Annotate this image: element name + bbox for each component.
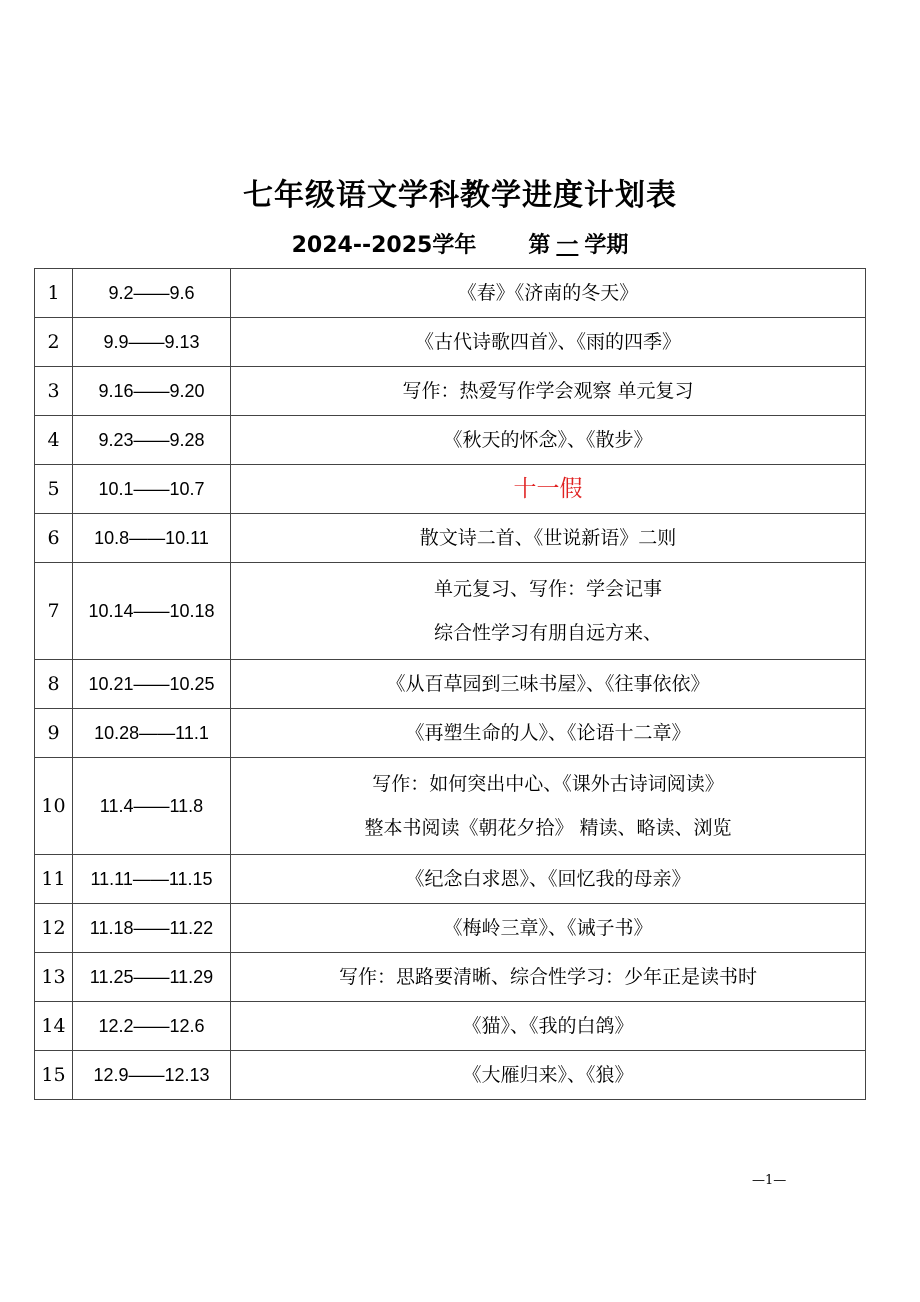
date-range-cell: 10.14——10.18 [73, 563, 231, 660]
lesson-content-line: 《春》《济南的冬天》 [457, 282, 639, 304]
week-number-cell: 11 [35, 855, 73, 904]
lesson-content-line: 《纪念白求恩》、《回忆我的母亲》 [405, 868, 691, 890]
week-number-cell: 8 [35, 660, 73, 709]
week-number-cell: 2 [35, 318, 73, 367]
week-number-cell: 4 [35, 416, 73, 465]
lesson-content-line: 《秋天的怀念》、《散步》 [443, 429, 653, 451]
date-range-cell: 9.2——9.6 [73, 269, 231, 318]
term-prefix: 第 [528, 232, 551, 258]
lesson-content-cell [231, 660, 866, 709]
lesson-content-cell [231, 1002, 866, 1051]
lesson-content-line: 《从百草园到三味书屋》、《往事依依》 [386, 673, 710, 695]
lesson-content-line: 单元复习、写作：学会记事 [433, 578, 662, 600]
table-row [35, 269, 866, 318]
lesson-content-cell [231, 904, 866, 953]
lesson-content-line: 十一假 [513, 476, 583, 502]
school-years: 2024--2025 [291, 233, 433, 258]
lesson-content-cell [231, 465, 866, 514]
table-row [35, 660, 866, 709]
date-range-cell: 11.11——11.15 [73, 855, 231, 904]
table-row [35, 416, 866, 465]
lesson-content-line: 《梅岭三章》、《诫子书》 [443, 917, 653, 939]
term-value: 一 [556, 232, 579, 258]
lesson-content-line: 散文诗二首、《世说新语》二则 [419, 527, 677, 549]
table-row [35, 514, 866, 563]
lesson-content-cell [231, 758, 866, 855]
lesson-content-line: 《猫》、《我的白鸽》 [462, 1015, 634, 1037]
lesson-content-cell [231, 318, 866, 367]
lesson-content-cell [231, 855, 866, 904]
table-row [35, 367, 866, 416]
page-title: 七年级语文学科教学进度计划表 [243, 178, 677, 213]
table-row [35, 563, 866, 660]
table-row [35, 1051, 866, 1100]
lesson-content-cell [231, 416, 866, 465]
lesson-content-cell [231, 953, 866, 1002]
date-range-cell: 10.21——10.25 [73, 660, 231, 709]
table-row [35, 855, 866, 904]
week-number-cell: 10 [35, 758, 73, 855]
date-range-cell: 10.28——11.1 [73, 709, 231, 758]
lesson-content-line: 《古代诗歌四首》、《雨的四季》 [414, 331, 681, 353]
week-number-cell: 1 [35, 269, 73, 318]
table-row [35, 465, 866, 514]
lesson-content-line: 写作：如何突出中心、《课外古诗词阅读》 [372, 773, 724, 795]
lesson-content-cell [231, 269, 866, 318]
date-range-cell: 9.9——9.13 [73, 318, 231, 367]
lesson-content-cell [231, 563, 866, 660]
page-number: —1— [752, 1173, 787, 1188]
date-range-cell: 11.25——11.29 [73, 953, 231, 1002]
lesson-content-line: 写作：热爱写作学会观察 单元复习 [402, 380, 694, 402]
table-row [35, 758, 866, 855]
date-range-cell: 9.23——9.28 [73, 416, 231, 465]
lesson-content-line: 《大雁归来》、《狼》 [462, 1064, 634, 1086]
date-range-cell: 10.8——10.11 [73, 514, 231, 563]
week-number-cell: 15 [35, 1051, 73, 1100]
date-range-cell: 12.9——12.13 [73, 1051, 231, 1100]
week-number-cell: 3 [35, 367, 73, 416]
lesson-content-cell [231, 709, 866, 758]
lesson-content-cell [231, 1051, 866, 1100]
week-number-cell: 5 [35, 465, 73, 514]
lesson-content-line: 整本书阅读《朝花夕拾》 精读、略读、浏览 [364, 817, 732, 839]
term-suffix: 学期 [584, 232, 629, 258]
date-range-cell: 11.4——11.8 [73, 758, 231, 855]
lesson-content-cell [231, 367, 866, 416]
lesson-content-cell [231, 514, 866, 563]
lesson-content-line: 综合性学习有朋自远方来、 [433, 622, 662, 644]
week-number-cell: 9 [35, 709, 73, 758]
table-row [35, 904, 866, 953]
date-range-cell: 9.16——9.20 [73, 367, 231, 416]
week-number-cell: 14 [35, 1002, 73, 1051]
year-word: 学年 [432, 232, 477, 258]
week-number-cell: 13 [35, 953, 73, 1002]
date-range-cell: 11.18——11.22 [73, 904, 231, 953]
schedule-table-body [35, 269, 866, 1100]
week-number-cell: 7 [35, 563, 73, 660]
date-range-cell: 10.1——10.7 [73, 465, 231, 514]
table-row [35, 953, 866, 1002]
page-subtitle [0, 228, 920, 259]
date-range-cell: 12.2——12.6 [73, 1002, 231, 1051]
table-row [35, 1002, 866, 1051]
table-row [35, 318, 866, 367]
lesson-content-line: 写作：思路要清晰、综合性学习：少年正是读书时 [338, 966, 757, 988]
schedule-table [34, 268, 866, 1100]
week-number-cell: 6 [35, 514, 73, 563]
lesson-content-line: 《再塑生命的人》、《论语十二章》 [405, 722, 691, 744]
week-number-cell: 12 [35, 904, 73, 953]
table-row [35, 709, 866, 758]
